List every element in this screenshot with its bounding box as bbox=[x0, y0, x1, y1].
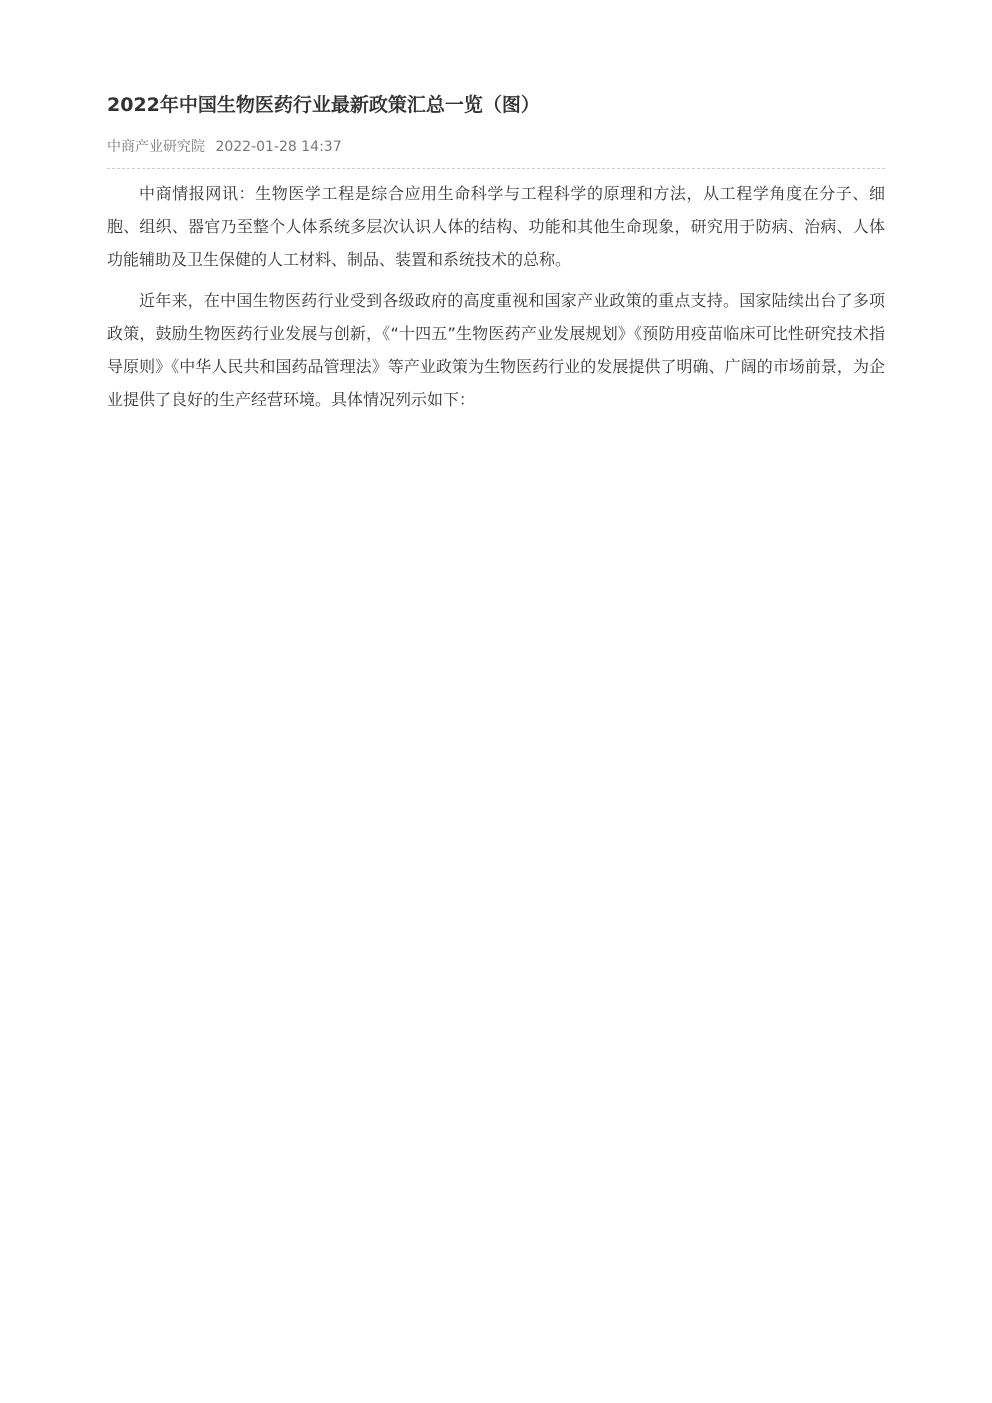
meta-divider bbox=[107, 168, 885, 169]
article-body bbox=[107, 177, 885, 416]
article-paragraph: 中商情报网讯：生物医学工程是综合应用生命科学与工程科学的原理和方法，从工程学角度在分子、细胞、组织、器官乃至整个人体系统多层次认识人体的结构、功能和其他生命现象，研究用于防病、治病、人体功能辅助及卫生保健的人工材料、制品、装置和系统技术的总称。 bbox=[107, 184, 885, 269]
article-title: 2022年中国生物医药行业最新政策汇总一览（图） bbox=[107, 94, 540, 116]
article-datetime: 2022-01-28 14:37 bbox=[215, 139, 342, 155]
article-paragraph: 近年来，在中国生物医药行业受到各级政府的高度重视和国家产业政策的重点支持。国家陆续出台了多项政策，鼓励生物医药行业发展与创新，《“十四五”生物医药产业发展规划》《预防用疫苗临床可比性研究技术指导原则》《中华人民共和国药品管理法》等产业政策为生物医药行业的发展提供了明确、广阔的市场前景，为企业提供了良好的生产经营环境。具体情况列示如下： bbox=[107, 291, 885, 409]
article-meta bbox=[107, 138, 885, 156]
article-source: 中商产业研究院 bbox=[107, 139, 205, 155]
